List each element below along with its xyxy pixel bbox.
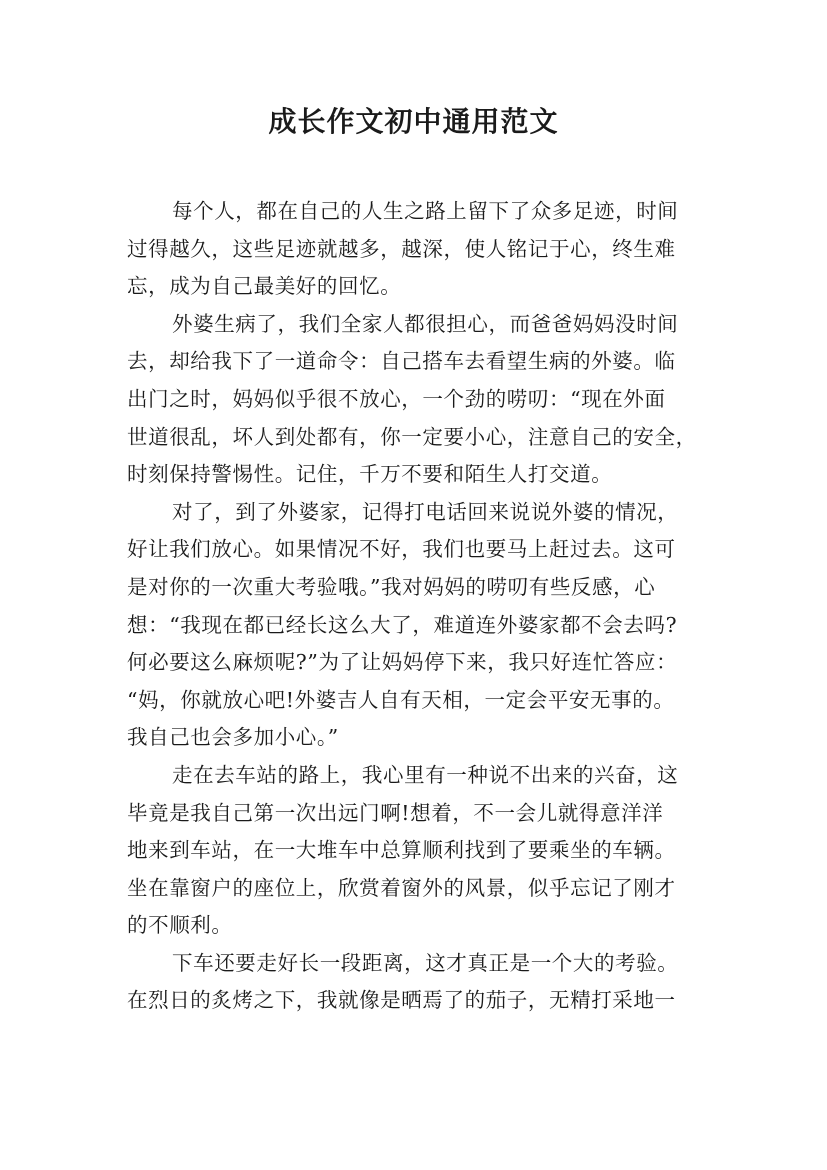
text-line: 走在去车站的路上，我心里有一种说不出来的兴奋，这 <box>172 762 679 787</box>
text-line: 时刻保持警惕性。记住，千万不要和陌生人打交道。 <box>127 462 613 487</box>
text-line: 外婆生病了，我们全家人都很担心，而爸爸妈妈没时间 <box>172 311 679 336</box>
text-line: 出门之时，妈妈似乎很不放心，一个劲的唠叨：“现在外面 <box>127 386 666 411</box>
text-line: 是对你的一次重大考验哦。”我对妈妈的唠叨有些反感，心 <box>127 574 656 599</box>
text-line: 每个人，都在自己的人生之路上留下了众多足迹，时间 <box>172 199 679 223</box>
text-line: 地来到车站，在一大堆车中总算顺利找到了要乘坐的车辆。 <box>127 838 676 863</box>
text-line: 对了，到了外婆家，记得打电话回来说说外婆的情况， <box>172 499 679 524</box>
text-line: 下车还要走好长一段距离，这才真正是一个大的考验。 <box>172 950 679 975</box>
text-line: 忘，成为自己最美好的回忆。 <box>127 274 402 299</box>
document-body <box>127 193 727 1020</box>
text-line: 何必要这么麻烦呢?”为了让妈妈停下来，我只好连忙答应： <box>127 650 678 675</box>
text-line: 在烈日的炙烤之下，我就像是晒焉了的茄子，无精打采地一 <box>127 988 676 1013</box>
document-title: 成长作文初中通用范文 <box>268 105 559 138</box>
text-line: 过得越久，这些足迹就越多，越深，使人铭记于心，终生难 <box>127 236 676 261</box>
text-line: 去，却给我下了一道命令：自己搭车去看望生病的外婆。临 <box>127 349 676 374</box>
text-line: 我自己也会多加小心。” <box>127 725 339 750</box>
text-line: “妈，你就放心吧!外婆吉人自有天相，一定会平安无事的。 <box>127 687 675 712</box>
text-line: 世道很乱，坏人到处都有，你一定要小心，注意自己的安全， <box>127 424 697 449</box>
text-line: 想：“我现在都已经长这么大了，难道连外婆家都不会去吗? <box>127 612 678 637</box>
text-line: 毕竟是我自己第一次出远门啊!想着，不一会儿就得意洋洋 <box>127 800 664 825</box>
text-line: 好让我们放心。如果情况不好，我们也要马上赶过去。这可 <box>127 537 676 562</box>
text-line: 的不顺利。 <box>127 913 233 938</box>
text-line: 坐在靠窗户的座位上，欣赏着窗外的风景，似乎忘记了刚才 <box>127 875 676 900</box>
